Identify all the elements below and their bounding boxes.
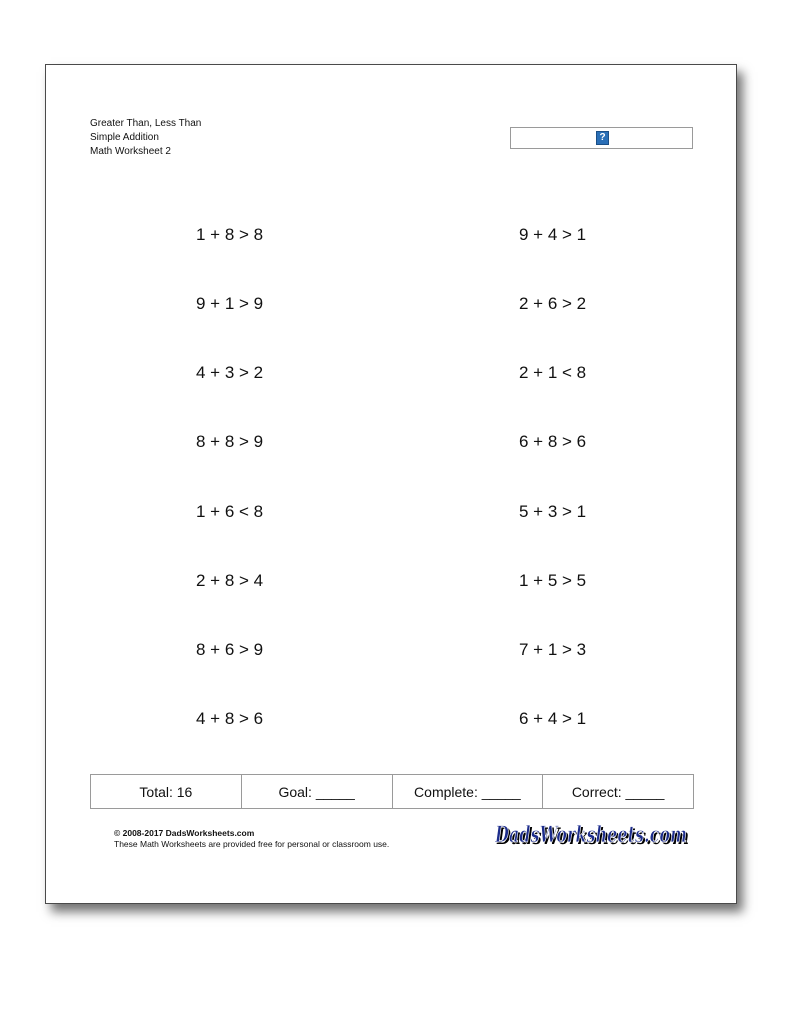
problem-left-5: 1 + 6 < 8 (196, 502, 264, 521)
problem-left-6: 2 + 8 > 4 (196, 571, 264, 590)
usage-note: These Math Worksheets are provided free for personal or classroom use. (114, 839, 390, 849)
problem-right-5: 5 + 3 > 1 (519, 502, 587, 521)
complete-cell: Complete: _____ (393, 775, 544, 808)
header-title: Greater Than, Less Than (90, 118, 202, 129)
total-cell: Total: 16 (91, 775, 242, 808)
dadsworksheets-logo[interactable] (494, 819, 694, 851)
goal-cell: Goal: _____ (242, 775, 393, 808)
worksheet-page (45, 64, 737, 904)
header-subtitle: Simple Addition (90, 132, 159, 143)
answer-key-icon[interactable]: ? (596, 131, 609, 145)
problem-right-8: 6 + 4 > 1 (519, 709, 587, 728)
copyright-text: © 2008-2017 DadsWorksheets.com (114, 828, 255, 838)
problem-left-3: 4 + 3 > 2 (196, 363, 264, 382)
correct-cell: Correct: _____ (571, 783, 665, 800)
problem-right-7: 7 + 1 > 3 (519, 640, 587, 659)
header-worksheet-number: Math Worksheet 2 (90, 146, 171, 157)
problem-right-6: 1 + 5 > 5 (519, 571, 587, 590)
logo-shadow: DadsWorksheets.com (496, 824, 689, 850)
answer-key-box (510, 127, 693, 149)
problem-right-4: 6 + 8 > 6 (519, 432, 587, 451)
logo-text: DadsWorksheets.com (494, 822, 687, 848)
problem-left-8: 4 + 8 > 6 (196, 709, 264, 728)
problem-right-3: 2 + 1 < 8 (519, 363, 587, 382)
problem-right-1: 9 + 4 > 1 (519, 225, 587, 244)
problem-left-7: 8 + 6 > 9 (196, 640, 264, 659)
footer (114, 828, 389, 850)
score-table (90, 774, 694, 809)
problem-left-2: 9 + 1 > 9 (196, 294, 264, 313)
problem-left-4: 8 + 8 > 9 (196, 432, 264, 451)
worksheet-header (90, 117, 201, 159)
problem-right-2: 2 + 6 > 2 (519, 294, 587, 313)
problem-left-1: 1 + 8 > 8 (196, 225, 264, 244)
